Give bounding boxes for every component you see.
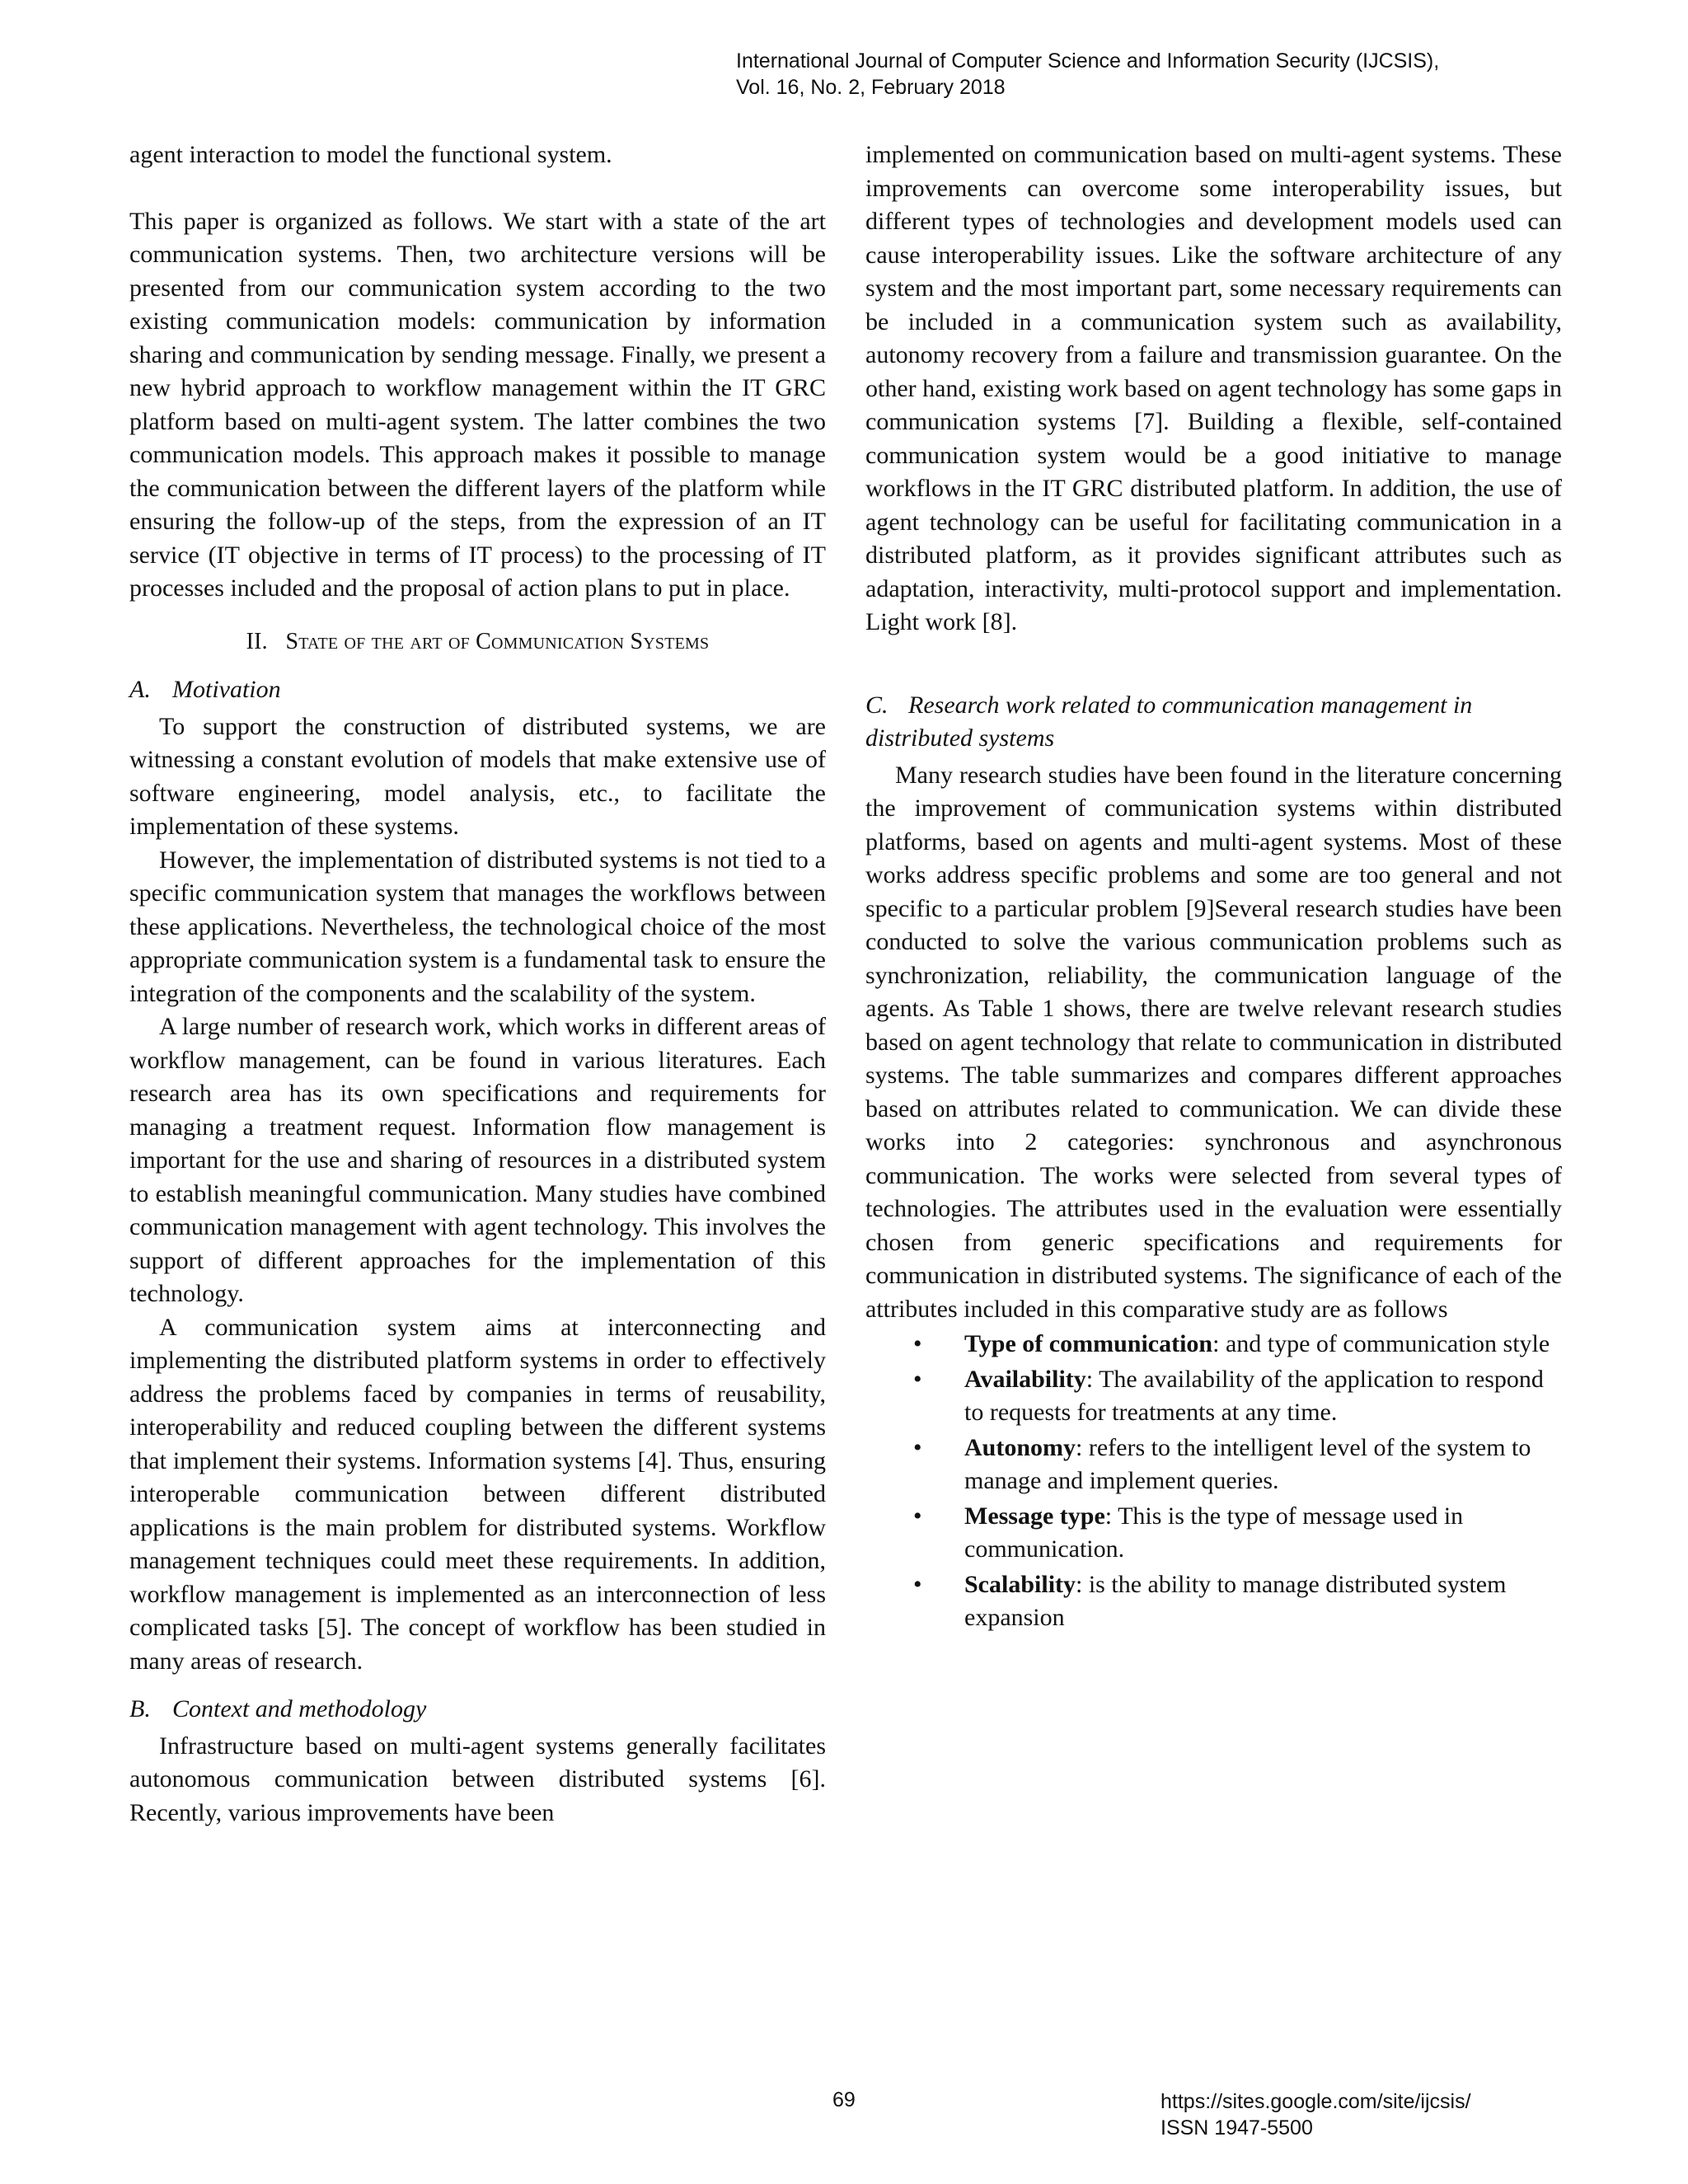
subsection-heading	[865, 689, 1562, 756]
subsection-label: B.	[129, 1695, 151, 1722]
journal-header	[736, 48, 1560, 101]
journal-title: International Journal of Computer Science and Information Security (IJCSIS),	[736, 49, 1440, 73]
paragraph: To support the construction of distributed systems, we are witnessing a constant evolution of models that make extensive use of software engineering, model analysis, etc., to facilitate the implementation of these systems.	[129, 712, 826, 840]
paragraph: agent interaction to model the functional system.	[129, 141, 612, 168]
issn: ISSN 1947-5500	[1160, 2116, 1313, 2139]
list-term: Autonomy	[964, 1433, 1076, 1461]
list-item	[865, 1568, 1562, 1635]
list-term: Type of communication	[964, 1330, 1213, 1357]
paragraph: This paper is organized as follows. We start with a state of the art communication systems. Then, two architecture versions will be presented from our communication system according to the two existing communication models: communication by information sharing and communication by sending message. Finally, we present a new hybrid approach to workflow management within the IT GRC platform based on multi-agent system. The latter combines the two communication models. This approach makes it possible to manage the communication between the different layers of the platform while ensuring the follow-up of the steps, from the expression of an IT service (IT objective in terms of IT process) to the processing of IT processes included and the proposal of action plans to put in place.	[129, 207, 826, 602]
section-number: II.	[246, 628, 268, 654]
bullet-icon: •	[913, 1570, 922, 1598]
list-item	[865, 1328, 1562, 1361]
bullet-icon: •	[913, 1365, 922, 1393]
journal-volume: Vol. 16, No. 2, February 2018	[736, 76, 1006, 99]
section-title: State of the art of Communication Systems	[285, 628, 710, 654]
list-term: Availability	[964, 1365, 1086, 1393]
subsection-title: Motivation	[172, 676, 281, 703]
list-term: Message type	[964, 1502, 1105, 1530]
page-number: 69	[832, 2088, 856, 2111]
section-heading	[129, 626, 826, 659]
subsection-label: A.	[129, 676, 151, 703]
footer-info	[1160, 2088, 1471, 2141]
list-text: : The availability of the application to respond to requests for treatments at any time.	[964, 1365, 1544, 1426]
subsection-heading	[129, 1693, 826, 1727]
list-text: : refers to the intelligent level of the system to manage and implement queries.	[964, 1433, 1531, 1494]
list-item	[865, 1363, 1562, 1430]
subsection-heading	[129, 673, 826, 707]
paragraph: A communication system aims at interconnecting and implementing the distributed platform systems in order to effectively address the problems faced by companies in terms of reusability, interoperability and reduced coupling between the different systems that implement their systems. Information systems [4]. Thus, ensuring interoperable communication between different distributed applications is the main problem for distributed systems. Workflow management techniques could meet these requirements. In addition, workflow management is implemented as an interconnection of less complicated tasks [5]. The concept of workflow has been studied in many areas of research.	[129, 1313, 826, 1675]
journal-url: https://sites.google.com/site/ijcsis/	[1160, 2090, 1471, 2113]
paragraph: Infrastructure based on multi-agent systems generally facilitates autonomous communication between distributed systems [6]. Recently, various improvements have been	[129, 1732, 826, 1826]
bullet-icon: •	[913, 1330, 922, 1357]
subsection-title: Research work related to communication management in distributed systems	[865, 691, 1473, 752]
list-text: : is the ability to manage distributed system expansion	[964, 1570, 1507, 1631]
bullet-icon: •	[913, 1502, 922, 1530]
attribute-list	[865, 1328, 1562, 1635]
paragraph: However, the implementation of distributed systems is not tied to a specific communication system that manages the workflows between these applications. Nevertheless, the technological choice of the most appropriate communication system is a fundamental task to ensure the integration of the components and the scalability of the system.	[129, 846, 826, 1007]
paragraph: Many research studies have been found in the literature concerning the improvement of communication systems within distributed platforms, based on agents and multi-agent systems. Most of these works address specific problems and some are too general and not specific to a particular problem [9]Several research studies have been conducted to solve the various communication problems such as synchronization, reliability, the communication language of the agents. As Table 1 shows, there are twelve relevant research studies based on agent technology that relate to communication in distributed systems. The table summarizes and compares different approaches based on attributes related to communication. We can divide these works into 2 categories: synchronous and asynchronous communication. The works were selected from several types of technologies. The attributes used in the evaluation were essentially chosen from generic specifications and requirements for communication in distributed systems. The significance of each of the attributes included in this comparative study are as follows	[865, 761, 1562, 1323]
list-text: : This is the type of message used in communication.	[964, 1502, 1464, 1563]
paragraph: A large number of research work, which works in different areas of workflow management, can be found in various literatures. Each research area has its own specifications and requirements for managing a treatment request. Information flow management is important for the use and sharing of resources in a distributed system to establish meaningful communication. Many studies have combined communication management with agent technology. This involves the support of different approaches for the implementation of this technology.	[129, 1013, 826, 1307]
list-item	[865, 1432, 1562, 1498]
bullet-icon: •	[913, 1433, 922, 1461]
list-text: : and type of communication style	[1212, 1330, 1550, 1357]
paragraph: implemented on communication based on multi-agent systems. These improvements can overcome some interoperability issues, but different types of technologies and development models used can cause interoperability issues. Like the software architecture of any system and the most important part, some necessary requirements can be included in a communication system such as availability, autonomy recovery from a failure and transmission guarantee. On the other hand, existing work based on agent technology has some gaps in communication systems [7]. Building a flexible, self-contained communication system would be a good initiative to manage workflows in the IT GRC distributed platform. In addition, the use of agent technology can be useful for facilitating communication in a distributed platform, as it provides significant attributes such as adaptation, interactivity, multi-protocol support and implementation. Light work [8].	[865, 141, 1562, 635]
list-item	[865, 1500, 1562, 1567]
right-column	[865, 138, 1562, 1637]
subsection-title: Context and methodology	[172, 1695, 427, 1722]
left-column	[129, 138, 826, 1830]
list-term: Scalability	[964, 1570, 1076, 1598]
subsection-label: C.	[865, 691, 889, 719]
